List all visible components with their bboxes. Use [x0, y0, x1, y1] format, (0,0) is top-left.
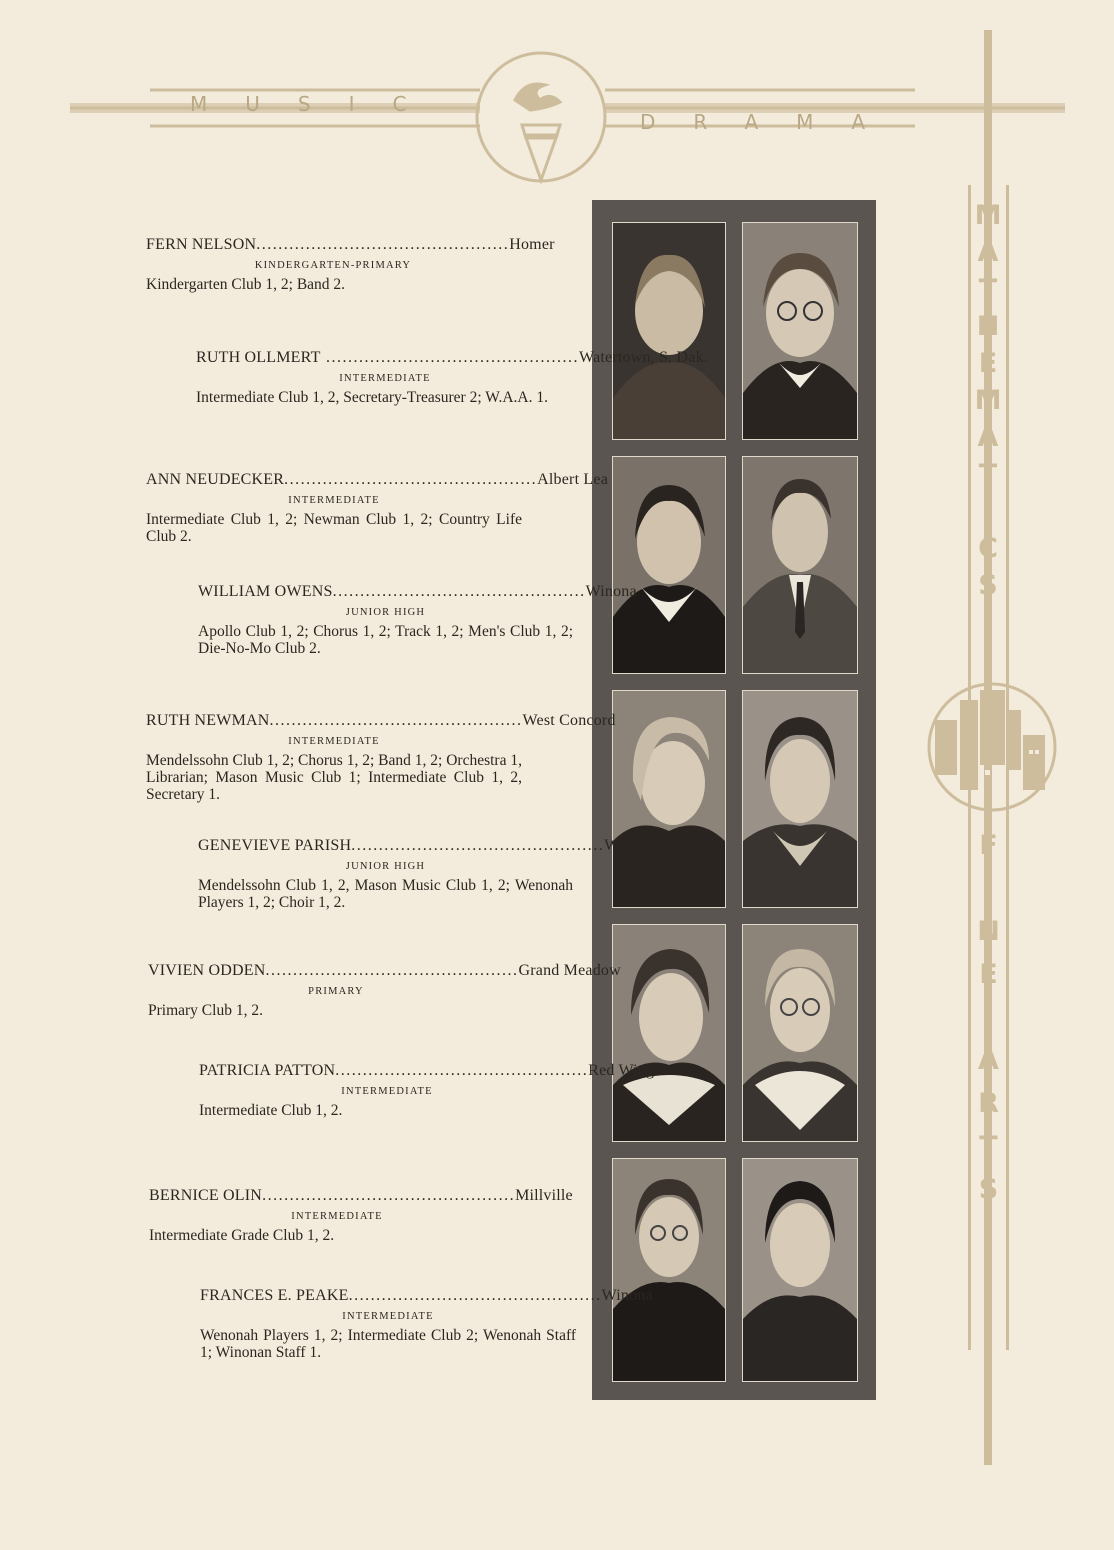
entry-department: INTERMEDIATE	[288, 495, 380, 506]
entry-name: FRANCES E. PEAKE	[200, 1287, 349, 1304]
header-word-drama: DRAMA	[640, 110, 904, 134]
entry-activities: Wenonah Players 1, 2; Intermediate Club 2; Wenonah Staff 1; Winonan Staff 1.	[200, 1327, 576, 1361]
entry-hometown: Watertown, S. Dak.	[579, 349, 708, 366]
portrait-vivien-odden	[612, 924, 726, 1142]
entry-department: JUNIOR HIGH	[345, 607, 426, 618]
entry-activities: Kindergarten Club 1, 2; Band 2.	[146, 276, 346, 293]
entry-activities: Mendelssohn Club 1, 2, Mason Music Club 1, 2; Wenonah Players 1, 2; Choir 1, 2.	[198, 877, 573, 911]
entry-department: PRIMARY	[308, 986, 364, 997]
entry-department: JUNIOR HIGH	[345, 861, 426, 872]
entry-hometown: Winona	[601, 1287, 653, 1304]
entry-ruth-newman	[146, 712, 616, 803]
leader-dots: ..............................................	[269, 712, 523, 729]
leader-dots: ..............................................	[348, 1287, 602, 1304]
entry-name: BERNICE OLIN	[149, 1187, 263, 1204]
portrait-ann-neudecker	[612, 456, 726, 674]
portrait-panel	[592, 200, 876, 1400]
entry-department: INTERMEDIATE	[341, 1086, 433, 1097]
leader-dots: ..............................................	[256, 236, 510, 253]
entry-hometown: Albert Lea	[537, 471, 609, 488]
entry-hometown: Red Wing	[588, 1062, 655, 1079]
entry-hometown: Winona	[604, 837, 656, 854]
side-word-mathematics	[970, 200, 1006, 680]
entry-hometown: West Concord	[522, 712, 616, 729]
entry-patricia-patton	[199, 1062, 655, 1119]
entry-activities: Intermediate Grade Club 1, 2.	[149, 1227, 335, 1244]
entry-fern-nelson	[146, 236, 555, 293]
portrait-william-owens	[742, 456, 858, 674]
leader-dots: ..............................................	[351, 837, 605, 854]
entry-department: INTERMEDIATE	[291, 1211, 383, 1222]
portrait-ruth-ollmert	[742, 222, 858, 440]
leader-dots: ..............................................	[284, 471, 538, 488]
leader-dots: ..............................................	[335, 1062, 589, 1079]
entry-department: KINDERGARTEN-PRIMARY	[254, 260, 412, 271]
leader-dots: ..............................................	[265, 962, 519, 979]
leader-dots: ..............................................	[332, 583, 586, 600]
entry-activities: Intermediate Club 1, 2, Secretary-Treasurer 2; W.A.A. 1.	[196, 389, 548, 406]
entry-name: GENEVIEVE PARISH	[198, 837, 352, 854]
city-skyline-emblem	[925, 680, 1060, 815]
entry-william-owens	[198, 583, 637, 657]
entry-activities: Mendelssohn Club 1, 2; Chorus 1, 2; Band 1, 2; Orchestra 1, Librarian; Mason Music Club 1; Intermediate Club 1, 2, Secretary 1.	[146, 752, 522, 803]
entry-genevieve-parish	[198, 837, 656, 911]
entry-department: INTERMEDIATE	[339, 373, 431, 384]
entry-name: WILLIAM OWENS	[198, 583, 333, 600]
entry-activities: Primary Club 1, 2.	[148, 1002, 263, 1019]
entry-hometown: Millville	[515, 1187, 573, 1204]
entry-ruth-ollmert	[196, 349, 708, 406]
entry-bernice-olin	[149, 1187, 573, 1244]
portrait-patricia-patton	[742, 924, 858, 1142]
portrait-frances-e-peake	[742, 1158, 858, 1382]
entry-activities: Intermediate Club 1, 2.	[199, 1102, 343, 1119]
entry-name: RUTH OLLMERT	[196, 349, 321, 366]
portrait-ruth-newman	[612, 690, 726, 908]
entry-name: PATRICIA PATTON	[199, 1062, 336, 1079]
leader-dots: ..............................................	[262, 1187, 516, 1204]
portrait-fern-nelson	[612, 222, 726, 440]
entry-name: FERN NELSON	[146, 236, 257, 253]
entry-name: ANN NEUDECKER	[146, 471, 285, 488]
entry-hometown: Winona	[585, 583, 637, 600]
header-ornament	[0, 0, 1114, 200]
entry-ann-neudecker	[146, 471, 609, 545]
entry-hometown: Grand Meadow	[518, 962, 621, 979]
leader-dots: ..............................................	[320, 349, 580, 366]
entry-frances-e-peake	[200, 1287, 653, 1361]
portrait-bernice-olin	[612, 1158, 726, 1382]
side-word-upper-text: MATHEMATICS	[972, 200, 1004, 607]
entry-department: INTERMEDIATE	[288, 736, 380, 747]
header-word-music: MUSIC	[190, 92, 445, 116]
entry-hometown: Homer	[509, 236, 555, 253]
side-word-lower-text: FINE ARTS	[973, 830, 1004, 1217]
entry-department: INTERMEDIATE	[342, 1311, 434, 1322]
entry-vivien-odden	[148, 962, 621, 1019]
portrait-genevieve-parish	[742, 690, 858, 908]
entry-activities: Apollo Club 1, 2; Chorus 1, 2; Track 1, 2; Men's Club 1, 2; Die-No-Mo Club 2.	[198, 623, 573, 657]
entry-name: RUTH NEWMAN	[146, 712, 270, 729]
entry-activities: Intermediate Club 1, 2; Newman Club 1, 2; Country Life Club 2.	[146, 511, 522, 545]
entry-name: VIVIEN ODDEN	[148, 962, 266, 979]
side-word-fine-arts	[970, 830, 1006, 1330]
